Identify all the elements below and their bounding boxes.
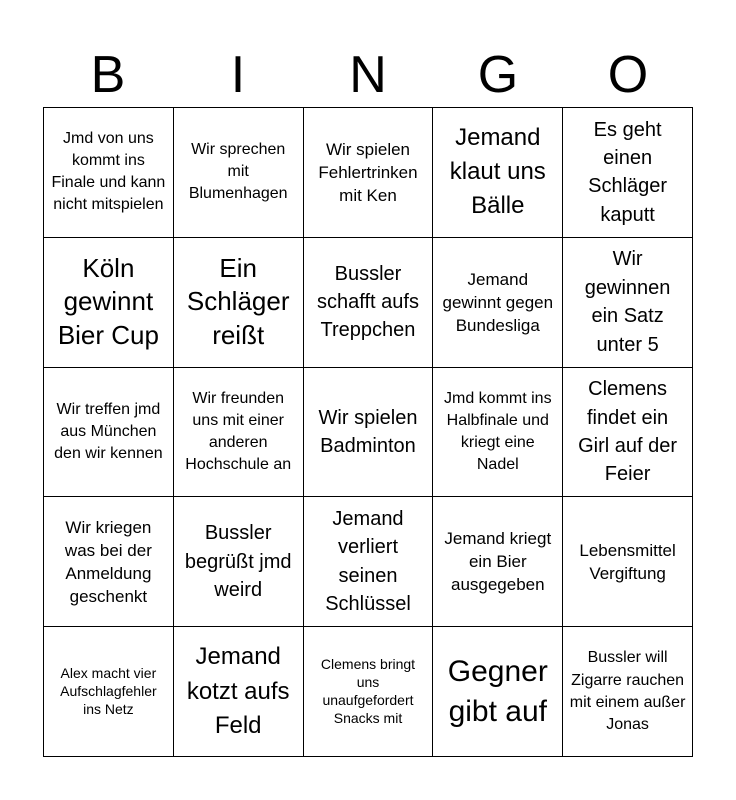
bingo-cell[interactable] [44,497,174,627]
cell-text: Wir kriegen was bei der Anmeldung geschenkt [64,517,152,606]
bingo-cell[interactable] [44,238,174,368]
cell-text: Wir sprechen mit Blumenhagen [188,141,288,203]
cell-text: Gegner gibt auf [447,655,548,728]
header-letter-o: O [607,46,649,104]
bingo-cell[interactable] [433,108,563,238]
bingo-cell[interactable] [44,627,174,757]
cell-text: Bussler will Zigarre rauchen mit einem außer Jonas [569,649,686,733]
cell-text: Wir freunden uns mit einer anderen Hochschule an [185,389,292,474]
header-letter-i: I [230,46,246,104]
bingo-cell[interactable] [563,627,693,757]
header-letter-n: N [349,46,387,104]
bingo-cell[interactable] [433,238,563,368]
cell-text: Ein Schläger reißt [186,252,290,351]
cell-text: Jemand klaut uns Bälle [449,124,546,220]
bingo-cell[interactable] [304,108,434,238]
bingo-cell[interactable] [433,627,563,757]
bingo-cell[interactable] [304,368,434,498]
cell-text: Wir gewinnen ein Satz unter 5 [584,248,671,356]
bingo-cell[interactable] [174,497,304,627]
bingo-cell[interactable] [563,238,693,368]
cell-text: Lebensmittel Vergiftung [579,540,676,583]
cell-text: Jemand kotzt aufs Feld [186,643,290,739]
cell-text: Jemand gewinnt gegen Bundesliga [442,269,554,335]
bingo-cell[interactable] [433,368,563,498]
cell-text: Bussler begrüßt jmd weird [184,522,292,601]
bingo-cell[interactable] [174,627,304,757]
bingo-cell[interactable] [563,108,693,238]
bingo-cell[interactable] [563,497,693,627]
cell-text: Jemand kriegt ein Bier ausgegeben [444,529,552,595]
cell-text: Köln gewinnt Bier Cup [57,252,159,351]
bingo-header [43,42,693,108]
bingo-cell[interactable] [44,108,174,238]
cell-text: Jmd von uns kommt ins Finale und kann nicht mitspielen [51,130,166,214]
bingo-cell[interactable] [174,238,304,368]
cell-text: Wir spielen Fehlertrinken mit Ken [318,139,418,205]
bingo-cell[interactable] [174,108,304,238]
bingo-cell[interactable] [433,497,563,627]
bingo-cell[interactable] [44,368,174,498]
header-letter-g: G [477,46,519,104]
cell-text: Bussler schafft aufs Treppchen [317,262,419,342]
cell-text: Alex macht vier Aufschlagfehler ins Netz [60,664,157,717]
cell-text: Wir treffen jmd aus München den wir kennen [54,400,163,463]
header-letter-b: B [90,46,126,104]
cell-text: Wir spielen Badminton [318,406,418,457]
bingo-cell[interactable] [563,368,693,498]
cell-text: Clemens findet ein Girl auf der Feier [578,378,678,486]
bingo-cell[interactable] [304,497,434,627]
bingo-cell[interactable] [304,238,434,368]
bingo-cell[interactable] [174,368,304,498]
cell-text: Jemand verliert seinen Schlüssel [325,508,411,616]
cell-text: Jmd kommt ins Halbfinale und kriegt eine Nadel [444,389,552,474]
cell-text: Clemens bringt uns unaufgefordert Snacks mit [320,655,416,726]
bingo-cell[interactable] [304,627,434,757]
cell-text: Es geht einen Schläger kaputt [588,118,668,226]
bingo-board [43,107,693,757]
